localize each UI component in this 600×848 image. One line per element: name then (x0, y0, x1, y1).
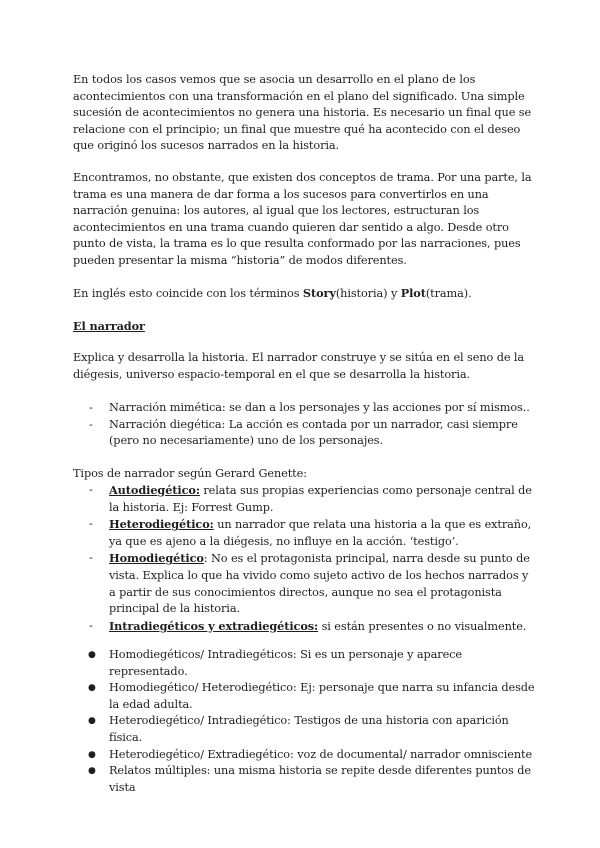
narration-types-list (73, 400, 535, 450)
list-item: - Narración mimética: se dan a los personajes y las acciones por sí mismos.. (73, 400, 535, 417)
list-item: ● Heterodiegético/ Intradiegético: Testigos de una historia con aparición física. (73, 713, 535, 746)
term-description: un narrador que relata una historia a la que es extraño, ya que es ajeno a la diégesis, no influye en la acción. ‘testigo’. (109, 518, 532, 548)
list-item (73, 550, 535, 617)
genette-types-intro: Tipos de narrador según Gerard Genette: (73, 467, 307, 480)
list-item (73, 516, 535, 550)
term-heterodiegetico: Heterodiegético: (109, 517, 214, 532)
list-item (73, 618, 535, 636)
paragraph-narrator-definition: Explica y desarrolla la historia. El narrador construye y se sitúa en el seno de la diégesis, universo espacio-temporal en el que se desarrolla la historia. (73, 351, 525, 381)
section-heading-narrador: El narrador (73, 319, 145, 333)
list-item: ● Homodiegéticos/ Intradiegéticos: Si es un personaje y aparece representado. (73, 647, 535, 680)
genette-types-list (73, 482, 535, 635)
term-story: Story (302, 286, 336, 300)
paragraph-plot-development: En todos los casos vemos que se asocia un desarrollo en el plano de los acontecimientos con una transformación en el plano del significado. Una simple sucesión de acontecimientos no genera una historia. Es necesario un final que se relacione con el principio; un final que muestre qué ha acontecido con el deseo que originó los sucesos narrados en la historia. (73, 73, 532, 153)
paragraph-english-terms (73, 285, 535, 303)
english-terms-text-3: (trama). (425, 287, 472, 300)
paragraph-two-concepts: Encontramos, no obstante, que existen dos conceptos de trama. Por una parte, la trama es una manera de dar forma a los sucesos para convertirlos en una narración genuina: los autores, al igual que los lectores, estructuran los acontecimientos en una trama cuando quieren dar sentido a algo. Desde otro punto de vista, la trama es lo que resulta conformado por las narraciones, pues pueden presentar la misma “historia” de modos diferentes. (73, 171, 532, 267)
list-item: ● Relatos múltiples: una misma historia se repite desde diferentes puntos de vista (73, 763, 535, 796)
term-plot: Plot (400, 286, 426, 300)
term-homodiegetico: Homodiegético (109, 551, 204, 566)
list-item: ● Heterodiegético/ Extradiegético: voz de documental/ narrador omnisciente (73, 747, 535, 764)
narrator-combinations-list (73, 647, 535, 796)
term-description: si están presentes o no visualmente. (318, 619, 527, 633)
list-item: - Narración diegética: La acción es contada por un narrador, casi siempre (pero no necesariamente) uno de los personajes. (73, 417, 535, 450)
term-intra-extradiegeticos: Intradiegéticos y extradiegéticos: (109, 618, 319, 633)
english-terms-text-1: En inglés esto coincide con los términos (73, 287, 303, 300)
term-autodiegetico: Autodiegético: (109, 483, 200, 497)
list-item (73, 482, 535, 516)
english-terms-text-2: (historia) y (335, 287, 401, 300)
term-description: relata sus propias experiencias como personaje central de la historia. Ej: Forrest Gump. (109, 484, 532, 514)
list-item: ● Homodiegético/ Heterodiegético: Ej: personaje que narra su infancia desde la edad adulta. (73, 680, 535, 713)
term-description: : No es el protagonista principal, narra desde su punto de vista. Explica lo que ha vivido como sujeto activo de los hechos narrados y a partir de sus conocimientos directos, aunque no sea el protagonista principal de la historia. (109, 552, 530, 616)
